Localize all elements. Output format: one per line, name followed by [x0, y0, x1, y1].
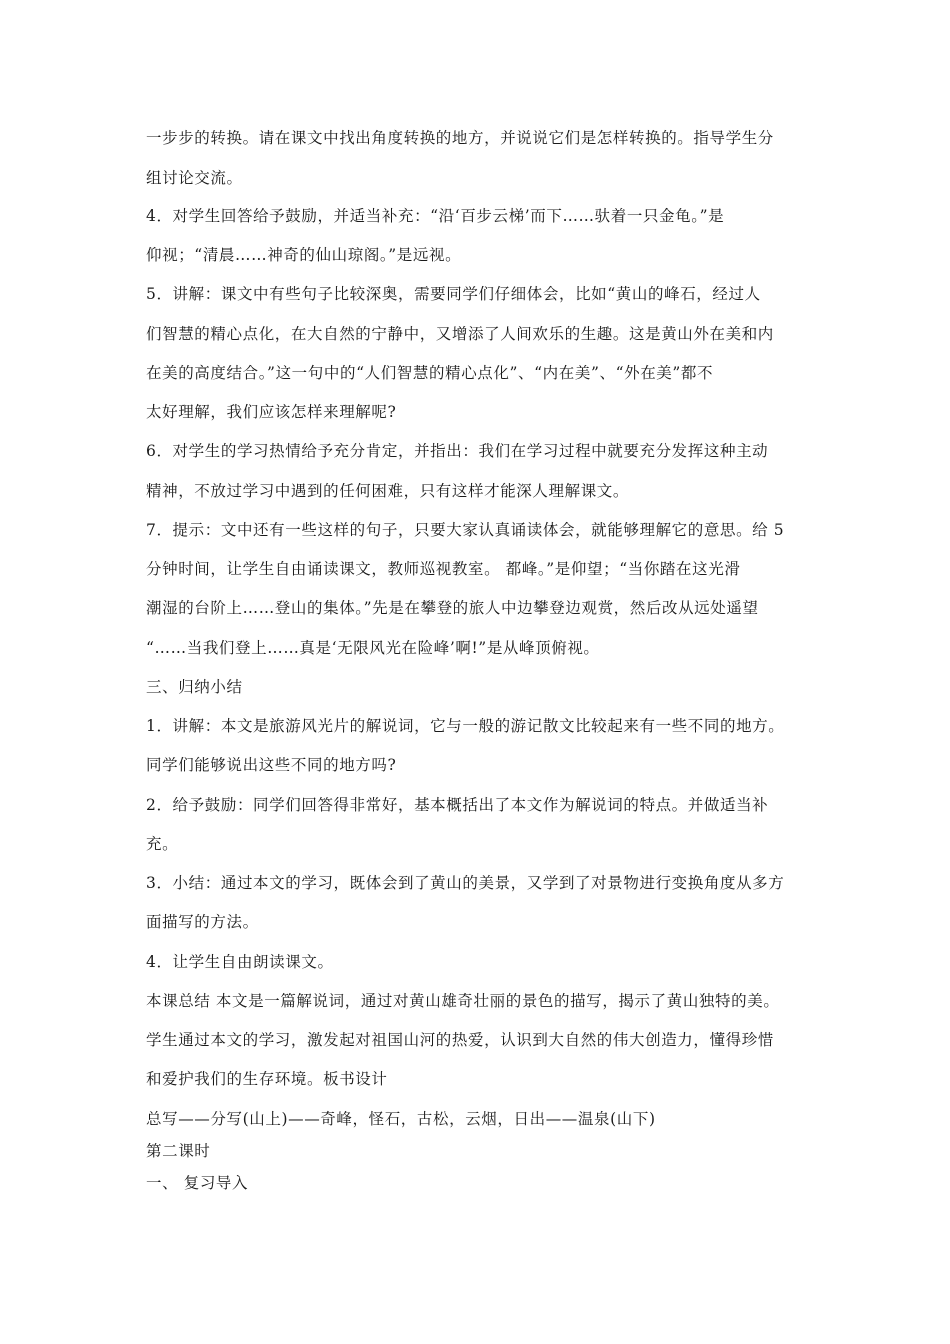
text-line: 2．给予鼓励：同学们回答得非常好，基本概括出了本文作为解说词的特点。并做适当补: [146, 796, 769, 814]
text-line: 1．讲解：本文是旅游风光片的解说词，它与一般的游记散文比较起来有一些不同的地方。: [146, 717, 785, 735]
text-line: 6．对学生的学习热情给予充分肯定，并指出：我们在学习过程中就要充分发挥这种主动: [146, 442, 769, 460]
text-line: 组讨论交流。: [146, 169, 243, 187]
text-line: 充。: [146, 835, 179, 853]
text-line: 在美的高度结合。”这一句中的“人们智慧的精心点化”、“内在美”、“外在美”都不: [146, 364, 714, 382]
text-line: 同学们能够说出这些不同的地方吗?: [146, 756, 397, 774]
text-line: 5．讲解：课文中有些句子比较深奥，需要同学们仔细体会，比如“黄山的峰石，经过人: [146, 285, 761, 303]
text-line: 4．让学生自由朗读课文。: [146, 953, 334, 971]
section-heading: 一、 复习导入: [146, 1174, 249, 1192]
text-line: “……当我们登上……真是‘无限风光在险峰’啊!”是从峰顶俯视。: [146, 639, 600, 657]
text-line: 和爱护我们的生存环境。板书设计: [146, 1070, 388, 1088]
board-design-line: 总写——分写(山上)——奇峰，怪石，古松，云烟，日出——温泉(山下): [146, 1110, 656, 1128]
text-line: 们智慧的精心点化，在大自然的宁静中，又增添了人间欢乐的生趣。这是黄山外在美和内: [146, 325, 774, 343]
text-line: 3．小结：通过本文的学习，既体会到了黄山的美景，又学到了对景物进行变换角度从多方: [146, 874, 785, 892]
text-line: 一步步的转换。请在课文中找出角度转换的地方，并说说它们是怎样转换的。指导学生分: [146, 129, 774, 147]
section-heading: 第二课时: [146, 1142, 211, 1160]
text-line: 4．对学生回答给予鼓励，并适当补充：“沿‘百步云梯’而下……驮着一只金龟。”是: [146, 207, 725, 225]
text-line: 精神，不放过学习中遇到的任何困难，只有这样才能深人理解课文。: [146, 482, 630, 500]
section-heading: 三、归纳小结: [146, 678, 243, 696]
text-line: 仰视；“清晨……神奇的仙山琼阁。”是远视。: [146, 246, 462, 264]
text-line: 本课总结 本文是一篇解说词，通过对黄山雄奇壮丽的景色的描写，揭示了黄山独特的美。: [146, 992, 780, 1010]
text-line: 潮湿的台阶上……登山的集体。”先是在攀登的旅人中边攀登边观赏，然后改从远处遥望: [146, 599, 759, 617]
text-line: 分钟时间，让学生自由诵读课文，教师巡视教室。 都峰。”是仰望；“当你踏在这光滑: [146, 560, 741, 578]
text-line: 学生通过本文的学习，激发起对祖国山河的热爱，认识到大自然的伟大创造力，懂得珍惜: [146, 1031, 774, 1049]
text-line: 7．提示：文中还有一些这样的句子，只要大家认真诵读体会，就能够理解它的意思。给 5: [146, 521, 785, 539]
text-line: 太好理解，我们应该怎样来理解呢?: [146, 403, 397, 421]
text-line: 面描写的方法。: [146, 913, 259, 931]
